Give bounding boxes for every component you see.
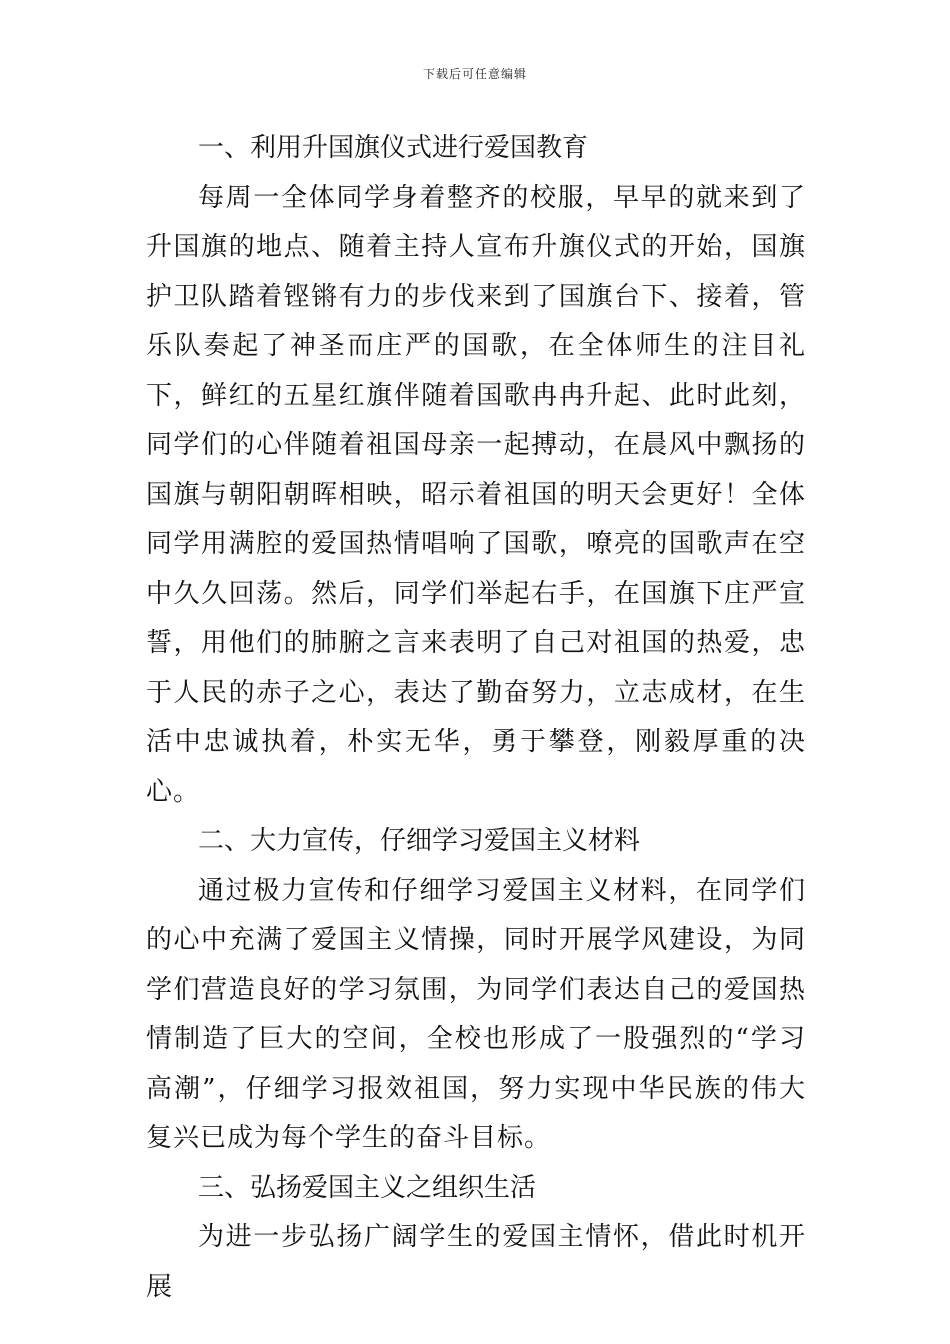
section-paragraph-3: 为进一步弘扬广阔学生的爱国主情怀，借此时机开展: [146, 1222, 806, 1302]
section-paragraph-2: 通过极力宣传和仔细学习爱国主义材料，在同学们的心中充满了爱国主义情操，同时开展学风建设，为同学们营造良好的学习氛围，为同学们表达自己的爱国热情制造了巨大的空间，全校也形成了一股强烈的“学习高潮”，仔细学习报效祖国，努力实现中华民族的伟大复兴已成为每个学生的奋斗目标。: [146, 875, 806, 1153]
section-heading-2: 二、大力宣传，仔细学习爱国主义材料: [198, 826, 641, 856]
section-paragraph-1: 每周一全体同学身着整齐的校服，早早的就来到了升国旗的地点、随着主持人宣布升旗仪式的开始，国旗护卫队踏着铿锵有力的步伐来到了国旗台下、接着，管乐队奏起了神圣而庄严的国歌，在全体师生的注目礼下，鲜红的五星红旗伴随着国歌冉冉升起、此时此刻，同学们的心伴随着祖国母亲一起搏动，在晨风中飘扬的国旗与朝阳朝晖相映，昭示着祖国的明天会更好！全体同学用满腔的爱国热情唱响了国歌，嘹亮的国歌声在空中久久回荡。然后，同学们举起右手，在国旗下庄严宣誓，用他们的肺腑之言来表明了自己对祖国的热爱，忠于人民的赤子之心，表达了勤奋努力，立志成材，在生活中忠诚执着，朴实无华，勇于攀登，刚毅厚重的决心。: [146, 182, 806, 807]
section-heading-1: 一、利用升国旗仪式进行爱国教育: [198, 133, 589, 163]
page-header: 下载后可任意编辑: [422, 67, 527, 81]
document-body: [146, 124, 806, 1312]
section-heading-3: 三、弘扬爱国主义之组织生活: [198, 1172, 537, 1203]
